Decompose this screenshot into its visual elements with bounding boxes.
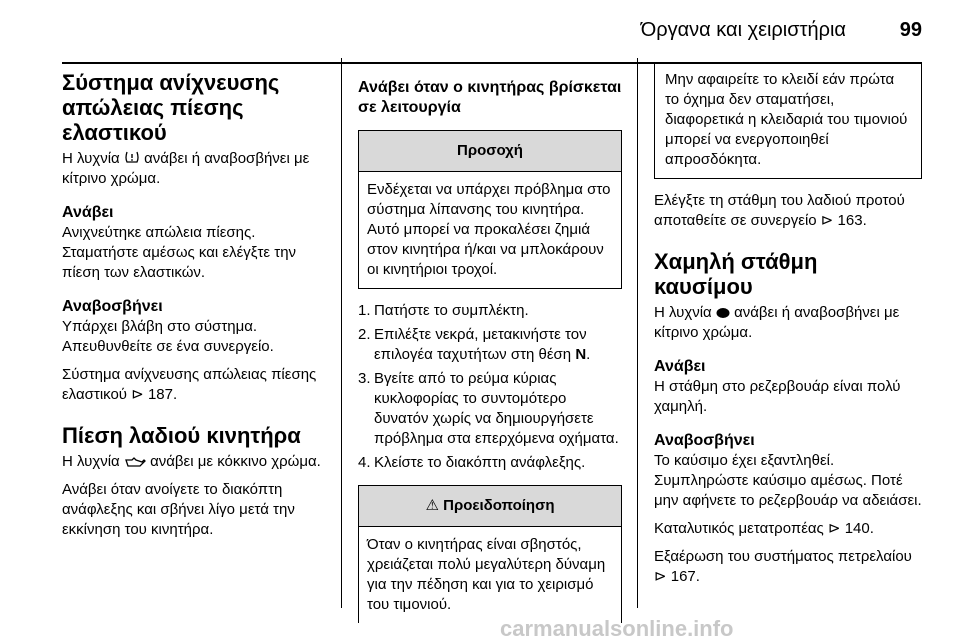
reference-page[interactable]: 163. xyxy=(837,212,867,229)
column-divider xyxy=(637,58,638,608)
watermark: carmanualsonline.info xyxy=(500,616,734,641)
caution-box xyxy=(358,130,622,289)
flashes-text: Υπάρχει βλάβη στο σύστημα. Απευθυνθείτε σε ένα συνεργείο. xyxy=(62,318,274,355)
check-text: Ελέγξτε τη στάθμη του λαδιού προτού αποταθείτε σε συνεργείο xyxy=(654,192,905,229)
caution-text: Ενδέχεται να υπάρχει πρόβλημα στο σύστημα λίπανσης του κινητήρα. Αυτό μπορεί να προκαλέσει ζημιά στον κινητήρα ή/και να μπλοκάρουν οι κινητήριοι τροχοί. xyxy=(367,181,611,278)
column-2 xyxy=(358,78,622,623)
fuel-lamp-icon xyxy=(716,307,730,319)
warning-box xyxy=(358,485,622,623)
tire-pressure-icon xyxy=(124,150,140,165)
step-text: Κλείστε το διακόπτη ανάφλεξης. xyxy=(374,454,586,471)
page-ref-arrow-icon: ⊳ xyxy=(131,386,144,403)
intro-text: ανάβει ή αναβοσβήνει με κίτρινο χρώμα. xyxy=(62,150,310,187)
reference-page[interactable]: 167. xyxy=(670,568,700,585)
column-3 xyxy=(654,62,922,587)
section-title-oil: Πίεση λαδιού κινητήρα xyxy=(62,423,301,448)
column-divider xyxy=(341,58,342,608)
oil-intro xyxy=(62,452,327,472)
reference-page[interactable]: 187. xyxy=(147,386,178,403)
page-header xyxy=(62,10,922,48)
page-ref-arrow-icon: ⊳ xyxy=(827,520,841,537)
intro-text: Η λυχνία xyxy=(62,150,120,167)
oil-text: Ανάβει όταν ανοίγετε το διακόπτη ανάφλεξης και σβήνει λίγο μετά την εκκίνηση του κινητήρα. xyxy=(62,481,295,538)
step-number: 4. xyxy=(358,454,371,471)
heading-lights: Ανάβει xyxy=(654,358,706,375)
step-text-tail: . xyxy=(586,346,591,363)
caution-title: Προσοχή xyxy=(359,131,621,172)
intro-text: Η λυχνία xyxy=(62,453,120,470)
reference-text: Σύστημα ανίχνευσης απώλειας πίεσης ελαστικού xyxy=(62,366,317,403)
oil-can-icon xyxy=(124,456,146,468)
lights-text: Ανιχνεύτηκε απώλεια πίεσης. Σταματήστε αμέσως και ελέγξτε την πίεση των ελαστικών. xyxy=(62,224,297,281)
list-item xyxy=(358,325,622,365)
list-item xyxy=(358,453,622,473)
warning-header xyxy=(359,486,621,527)
step-text: Πατήστε το συμπλέκτη. xyxy=(374,302,529,319)
heading-lights: Ανάβει xyxy=(62,204,114,221)
step-number: 3. xyxy=(358,370,371,387)
list-item xyxy=(358,301,622,321)
page-ref-arrow-icon: ⊳ xyxy=(654,568,667,585)
warning-text: Όταν ο κινητήρας είναι σβηστός, χρειάζεται πολύ μεγαλύτερη δύναμη για την πέδηση και για το χειρισμό του τιμονιού. xyxy=(367,536,606,613)
reference-catalytic xyxy=(654,519,922,539)
intro-text: ανάβει με κόκκινο χρώμα. xyxy=(150,453,321,470)
heading-flashes: Αναβοσβήνει xyxy=(62,298,163,315)
reference-tpms xyxy=(62,365,327,405)
step-text xyxy=(374,325,622,365)
section-title-fuel: Χαμηλή στάθμη καυσίμου xyxy=(654,249,818,299)
lights-text: Η στάθμη στο ρεζερβουάρ είναι πολύ χαμηλή. xyxy=(654,378,901,415)
reference-page[interactable]: 140. xyxy=(844,520,874,537)
section-title-tpms: Σύστημα ανίχνευσης απώλειας πίεσης ελαστικού xyxy=(62,70,280,145)
warning-continuation: Μην αφαιρείτε το κλειδί εάν πρώτα το όχημα δεν σταματήσει, διαφορετικά η κλειδαριά του τιμονιού μπορεί να ενεργοποιηθεί απροσδόκητα. xyxy=(654,62,922,179)
heading-flashes: Αναβοσβήνει xyxy=(654,432,755,449)
reference-text: Εξαέρωση του συστήματος πετρελαίου xyxy=(654,548,912,565)
gear-neutral-label: N xyxy=(575,346,587,363)
header-title: Όργανα και χειριστήρια xyxy=(640,19,846,41)
warning-triangle-icon: ⚠ xyxy=(425,497,439,514)
reference-text: Καταλυτικός μετατροπέας xyxy=(654,520,824,537)
intro-text: ανάβει ή αναβοσβήνει με κίτρινο χρώμα. xyxy=(654,304,900,341)
column-1 xyxy=(62,70,327,540)
step-text: Βγείτε από το ρεύμα κύριας κυκλοφορίας το συντομότερο δυνατόν χωρίς να δημιουργήσετε πρόβλημα στα επερχόμενα οχήματα. xyxy=(374,370,619,447)
list-item xyxy=(358,369,622,449)
flashes-text: Το καύσιμο έχει εξαντληθεί. Συμπληρώστε καύσιμο αμέσως. Ποτέ μην αφήνετε το ρεζερβουάρ να αδειάσει. xyxy=(654,452,922,509)
page-ref-arrow-icon: ⊳ xyxy=(820,212,834,229)
reference-purge xyxy=(654,547,922,587)
step-text-body: Επιλέξτε νεκρά, μετακινήστε τον επιλογέα ταχυτήτων στη θέση xyxy=(374,326,587,363)
page-number: 99 xyxy=(899,19,922,41)
fuel-intro xyxy=(654,303,922,343)
check-oil-text xyxy=(654,191,922,231)
intro-text: Η λυχνία xyxy=(654,304,712,321)
step-number: 1. xyxy=(358,302,371,319)
step-number: 2. xyxy=(358,326,371,343)
heading-engine-running: Ανάβει όταν ο κινητήρας βρίσκεται σε λειτουργία xyxy=(358,79,622,116)
tpms-intro xyxy=(62,149,327,189)
warning-title: Προειδοποίηση xyxy=(443,497,555,514)
steps-list xyxy=(358,301,622,473)
